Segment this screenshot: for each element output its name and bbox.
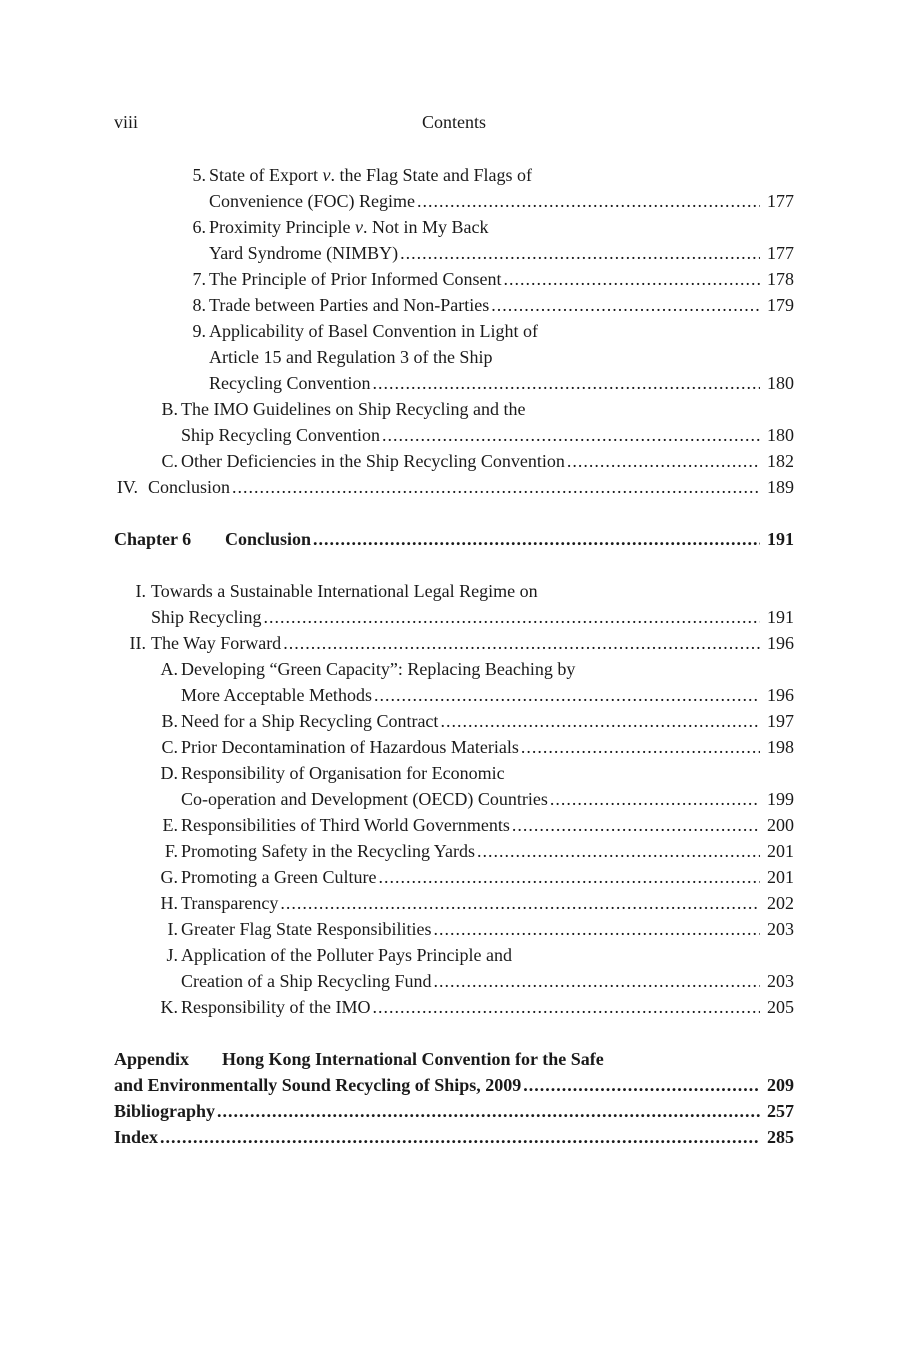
page-folio: viii [114,112,139,132]
toc-entry-text: Article 15 and Regulation 3 of the Ship [209,347,493,367]
toc-entry-text: Responsibility of Organisation for Economic [181,763,505,783]
toc-entry [114,162,794,214]
dot-leader [433,916,760,942]
dot-leader [567,448,760,474]
toc-entry-text: More Acceptable Methods [181,685,372,705]
toc-entry [114,1046,794,1098]
toc-entry-label: D. [160,763,178,783]
toc-entry-text: Towards a Sustainable International Legal Regime on [151,581,538,601]
dot-leader [503,266,760,292]
running-title: Contents [421,112,486,132]
dot-leader [477,838,760,864]
dot-leader [417,188,760,214]
toc-page-number: 179 [767,295,794,315]
dot-leader [280,890,760,916]
toc-entry-text: Index [114,1127,159,1147]
toc-entry [114,630,794,656]
toc-page-number: 196 [767,633,794,653]
toc-page-number: 203 [767,919,794,939]
dot-leader [283,630,760,656]
toc-page-number: 191 [767,529,794,549]
toc-entry-text: Responsibilities of Third World Governments [181,815,510,835]
toc-entry-label: E. [162,815,178,835]
dot-leader [217,1098,760,1124]
dot-leader [313,526,760,552]
toc-entry-text: Greater Flag State Responsibilities [181,919,432,939]
toc-entry-text: Promoting a Green Culture [181,867,377,887]
toc-page-number: 191 [767,607,794,627]
toc-page-number: 196 [767,685,794,705]
toc-entry-text: Proximity Principle v. Not in My Back [209,217,489,237]
toc-entry-text: Recycling Convention [209,373,371,393]
toc-entry-label: C. [161,451,178,471]
toc-entry [114,864,794,890]
toc-entry-text: Yard Syndrome (NIMBY) [209,243,399,263]
toc-entry-label: 7. [192,269,206,289]
dot-leader [521,734,760,760]
toc-page-number: 201 [767,841,794,861]
toc-entry-text: Ship Recycling Convention [181,425,380,445]
blank-line [114,500,794,526]
toc-entry-label: F. [164,841,178,861]
dot-leader [523,1072,760,1098]
toc-page-number: 257 [767,1101,794,1121]
toc-entry [114,838,794,864]
toc-entry-text: Need for a Ship Recycling Contract [181,711,439,731]
toc-page-number: 178 [767,269,794,289]
toc-entry-text: Promoting Safety in the Recycling Yards [181,841,475,861]
toc-entry-text: Other Deficiencies in the Ship Recycling Convention [181,451,565,471]
toc-entry [114,734,794,760]
toc-entry-text: Conclusion [148,477,231,497]
blank-line [114,1020,794,1046]
toc-entry-label: 5. [192,165,206,185]
toc-entry-text-rest: . the Flag State and Flags of [330,165,532,185]
dot-leader [433,968,760,994]
toc-page-number: 201 [767,867,794,887]
toc-entry-label: 8. [192,295,206,315]
dot-leader [400,240,760,266]
toc-entry-text: Co-operation and Development (OECD) Countries [181,789,548,809]
dot-leader [550,786,760,812]
toc-entry [114,994,794,1020]
dot-leader [512,812,760,838]
toc-page-number: 180 [767,373,794,393]
toc-entry [114,448,794,474]
dot-leader [372,370,760,396]
toc-entry [114,578,794,630]
toc-entry-text: State of Export v. the Flag State and Flags of [209,165,532,185]
toc-page-number: 189 [767,477,794,497]
toc-entry-text: Conclusion [225,529,312,549]
toc-entry-label: A. [160,659,178,679]
toc-entry [114,760,794,812]
toc-page-number: 180 [767,425,794,445]
toc-entry-label: B. [161,399,178,419]
toc-entry-label: G. [160,867,178,887]
toc-entry-text: Convenience (FOC) Regime [209,191,415,211]
toc-entry-text: The Principle of Prior Informed Consent [209,269,502,289]
toc-page-number: 177 [767,191,794,211]
toc-entry-text: Transparency [181,893,279,913]
toc-entry-text: Bibliography [114,1101,216,1121]
dot-leader [264,604,761,630]
toc-page-number: 202 [767,893,794,913]
toc-page-number: 205 [767,997,794,1017]
toc-page-number: 200 [767,815,794,835]
running-head [114,110,794,134]
toc-entry [114,214,794,266]
dot-leader [374,682,760,708]
dot-leader [382,422,760,448]
toc-entry-text: Prior Decontamination of Hazardous Materials [181,737,519,757]
toc-entry-text: Responsibility of the IMO [181,997,371,1017]
toc-entry-text: Ship Recycling [151,607,262,627]
toc-page-number: 199 [767,789,794,809]
toc-entry [114,292,794,318]
toc-entry [114,1098,794,1124]
dot-leader [440,708,760,734]
toc-entry [114,708,794,734]
dot-leader [491,292,760,318]
toc-entry-text: Creation of a Ship Recycling Fund [181,971,432,991]
toc-page-number: 285 [767,1127,794,1147]
toc-entry-text: Application of the Polluter Pays Principle and [181,945,512,965]
toc-entry-label: C. [161,737,178,757]
toc-entry [114,526,794,552]
table-of-contents [114,162,794,1150]
toc-page-number: 182 [767,451,794,471]
toc-entry-label: Appendix [114,1049,190,1069]
toc-entry [114,266,794,292]
dot-leader [232,474,760,500]
toc-entry [114,916,794,942]
blank-line [114,552,794,578]
toc-entry-label: J. [166,945,178,965]
toc-entry-label: IV. [116,477,138,497]
toc-entry [114,656,794,708]
toc-entry-label: I. [135,581,146,601]
toc-entry-text: and Environmentally Sound Recycling of Ships, 2009 [114,1075,522,1095]
toc-entry [114,942,794,994]
versus-abbrev: v [355,217,363,237]
toc-entry [114,318,794,396]
versus-abbrev: v [322,165,331,185]
toc-entry-label: B. [161,711,178,731]
toc-entry-label: II. [129,633,146,653]
toc-entry-text: Developing “Green Capacity”: Replacing Beaching by [181,659,576,679]
toc-entry-text: Trade between Parties and Non-Parties [209,295,490,315]
dot-leader [373,994,761,1020]
dot-leader [378,864,760,890]
toc-entry [114,1124,794,1150]
toc-entry-label: 9. [192,321,206,341]
toc-entry [114,474,794,500]
toc-entry-text-rest: . Not in My Back [363,217,489,237]
toc-page-number: 197 [767,711,794,731]
toc-entry-label: H. [160,893,178,913]
toc-entry-label: K. [160,997,178,1017]
dot-leader [160,1124,760,1150]
toc-page-number: 209 [767,1075,794,1095]
toc-entry-label: 6. [192,217,206,237]
toc-entry [114,396,794,448]
toc-entry-label: I. [167,919,178,939]
toc-page-number: 177 [767,243,794,263]
toc-entry [114,890,794,916]
toc-entry-text: Hong Kong International Convention for the Safe [222,1049,604,1069]
toc-entry-text: The IMO Guidelines on Ship Recycling and the [181,399,526,419]
toc-entry-label: Chapter 6 [114,529,192,549]
toc-page-number: 203 [767,971,794,991]
toc-page-number: 198 [767,737,794,757]
toc-entry-text: Applicability of Basel Convention in Light of [209,321,538,341]
toc-entry [114,812,794,838]
toc-entry-text: The Way Forward [151,633,282,653]
